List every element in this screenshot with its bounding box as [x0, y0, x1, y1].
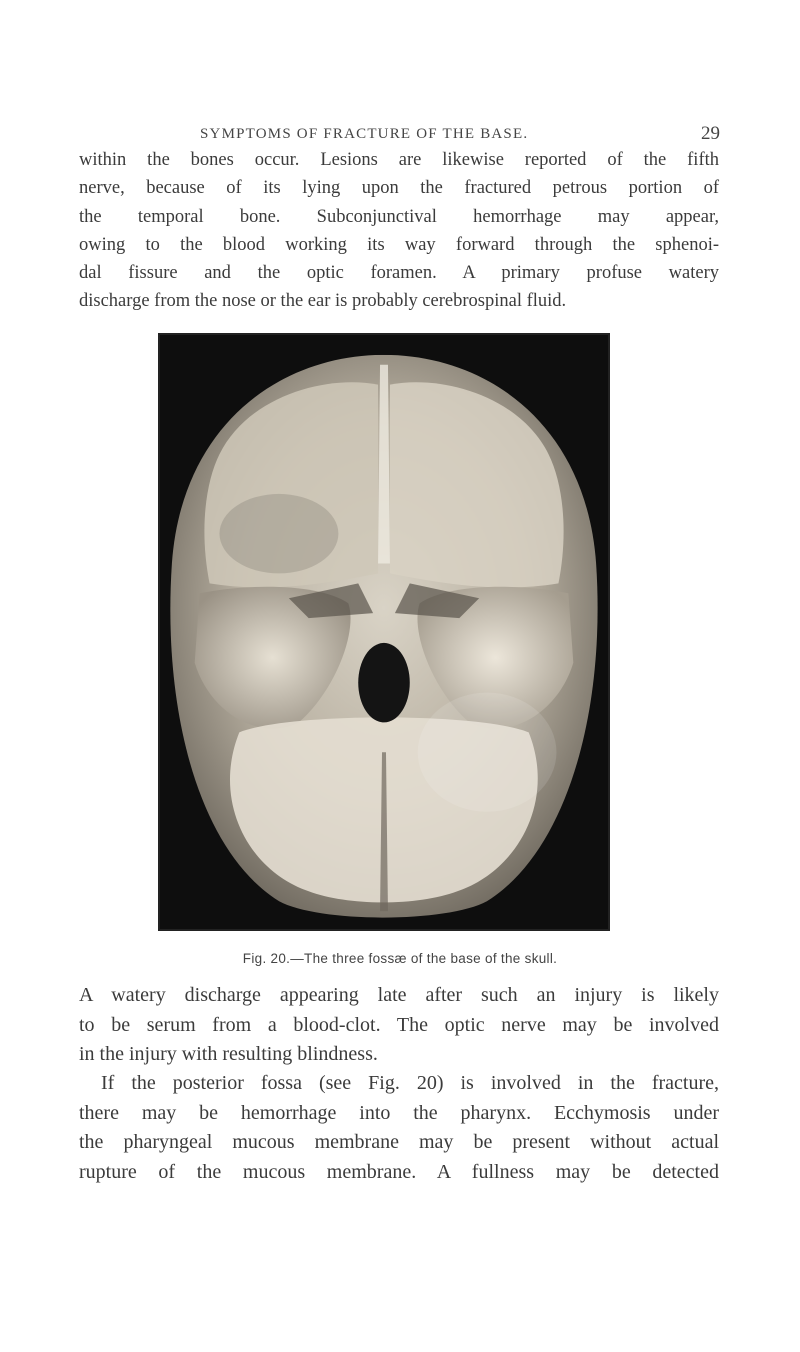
text-line: owing to the blood working its way forward through the sphenoi- [79, 234, 719, 255]
paragraph-2 [79, 981, 719, 1070]
skull-base-photograph [160, 335, 608, 929]
text-line: within the bones occur. Lesions are likewise reported of the fifth [79, 150, 719, 170]
figure-caption: Fig. 20.—The three fossæ of the base of the skull. [242, 951, 558, 966]
text-line: the pharyngeal mucous membrane may be present without actual [79, 1131, 719, 1154]
text-line: nerve, because of its lying upon the fractured petrous portion of [79, 178, 719, 199]
skull-base-figure [158, 333, 610, 931]
text-line: the temporal bone. Subconjunctival hemorrhage may appear, [79, 206, 719, 227]
text-line: rupture of the mucous membrane. A fullness may be detected [79, 1160, 719, 1183]
text-line: If the posterior fossa (see Fig. 20) is involved in the fracture, [101, 1072, 719, 1094]
text-line: to be serum from a blood-clot. The optic nerve may be involved [79, 1013, 719, 1036]
text-line: dal fissure and the optic foramen. A primary profuse watery [79, 263, 719, 284]
text-line: there may be hemorrhage into the pharynx. Ecchymosis under [79, 1101, 719, 1124]
page-number: 29 [701, 123, 720, 144]
paragraph-1 [79, 146, 719, 316]
running-head-title: SYMPTOMS OF FRACTURE OF THE BASE. [200, 126, 529, 142]
text-line: in the injury with resulting blindness. [79, 1043, 378, 1066]
paragraph-3 [79, 1069, 719, 1187]
text-line: discharge from the nose or the ear is probably cerebrospinal fluid. [79, 291, 567, 312]
text-line: A watery discharge appearing late after such an injury is likely [79, 984, 719, 1006]
